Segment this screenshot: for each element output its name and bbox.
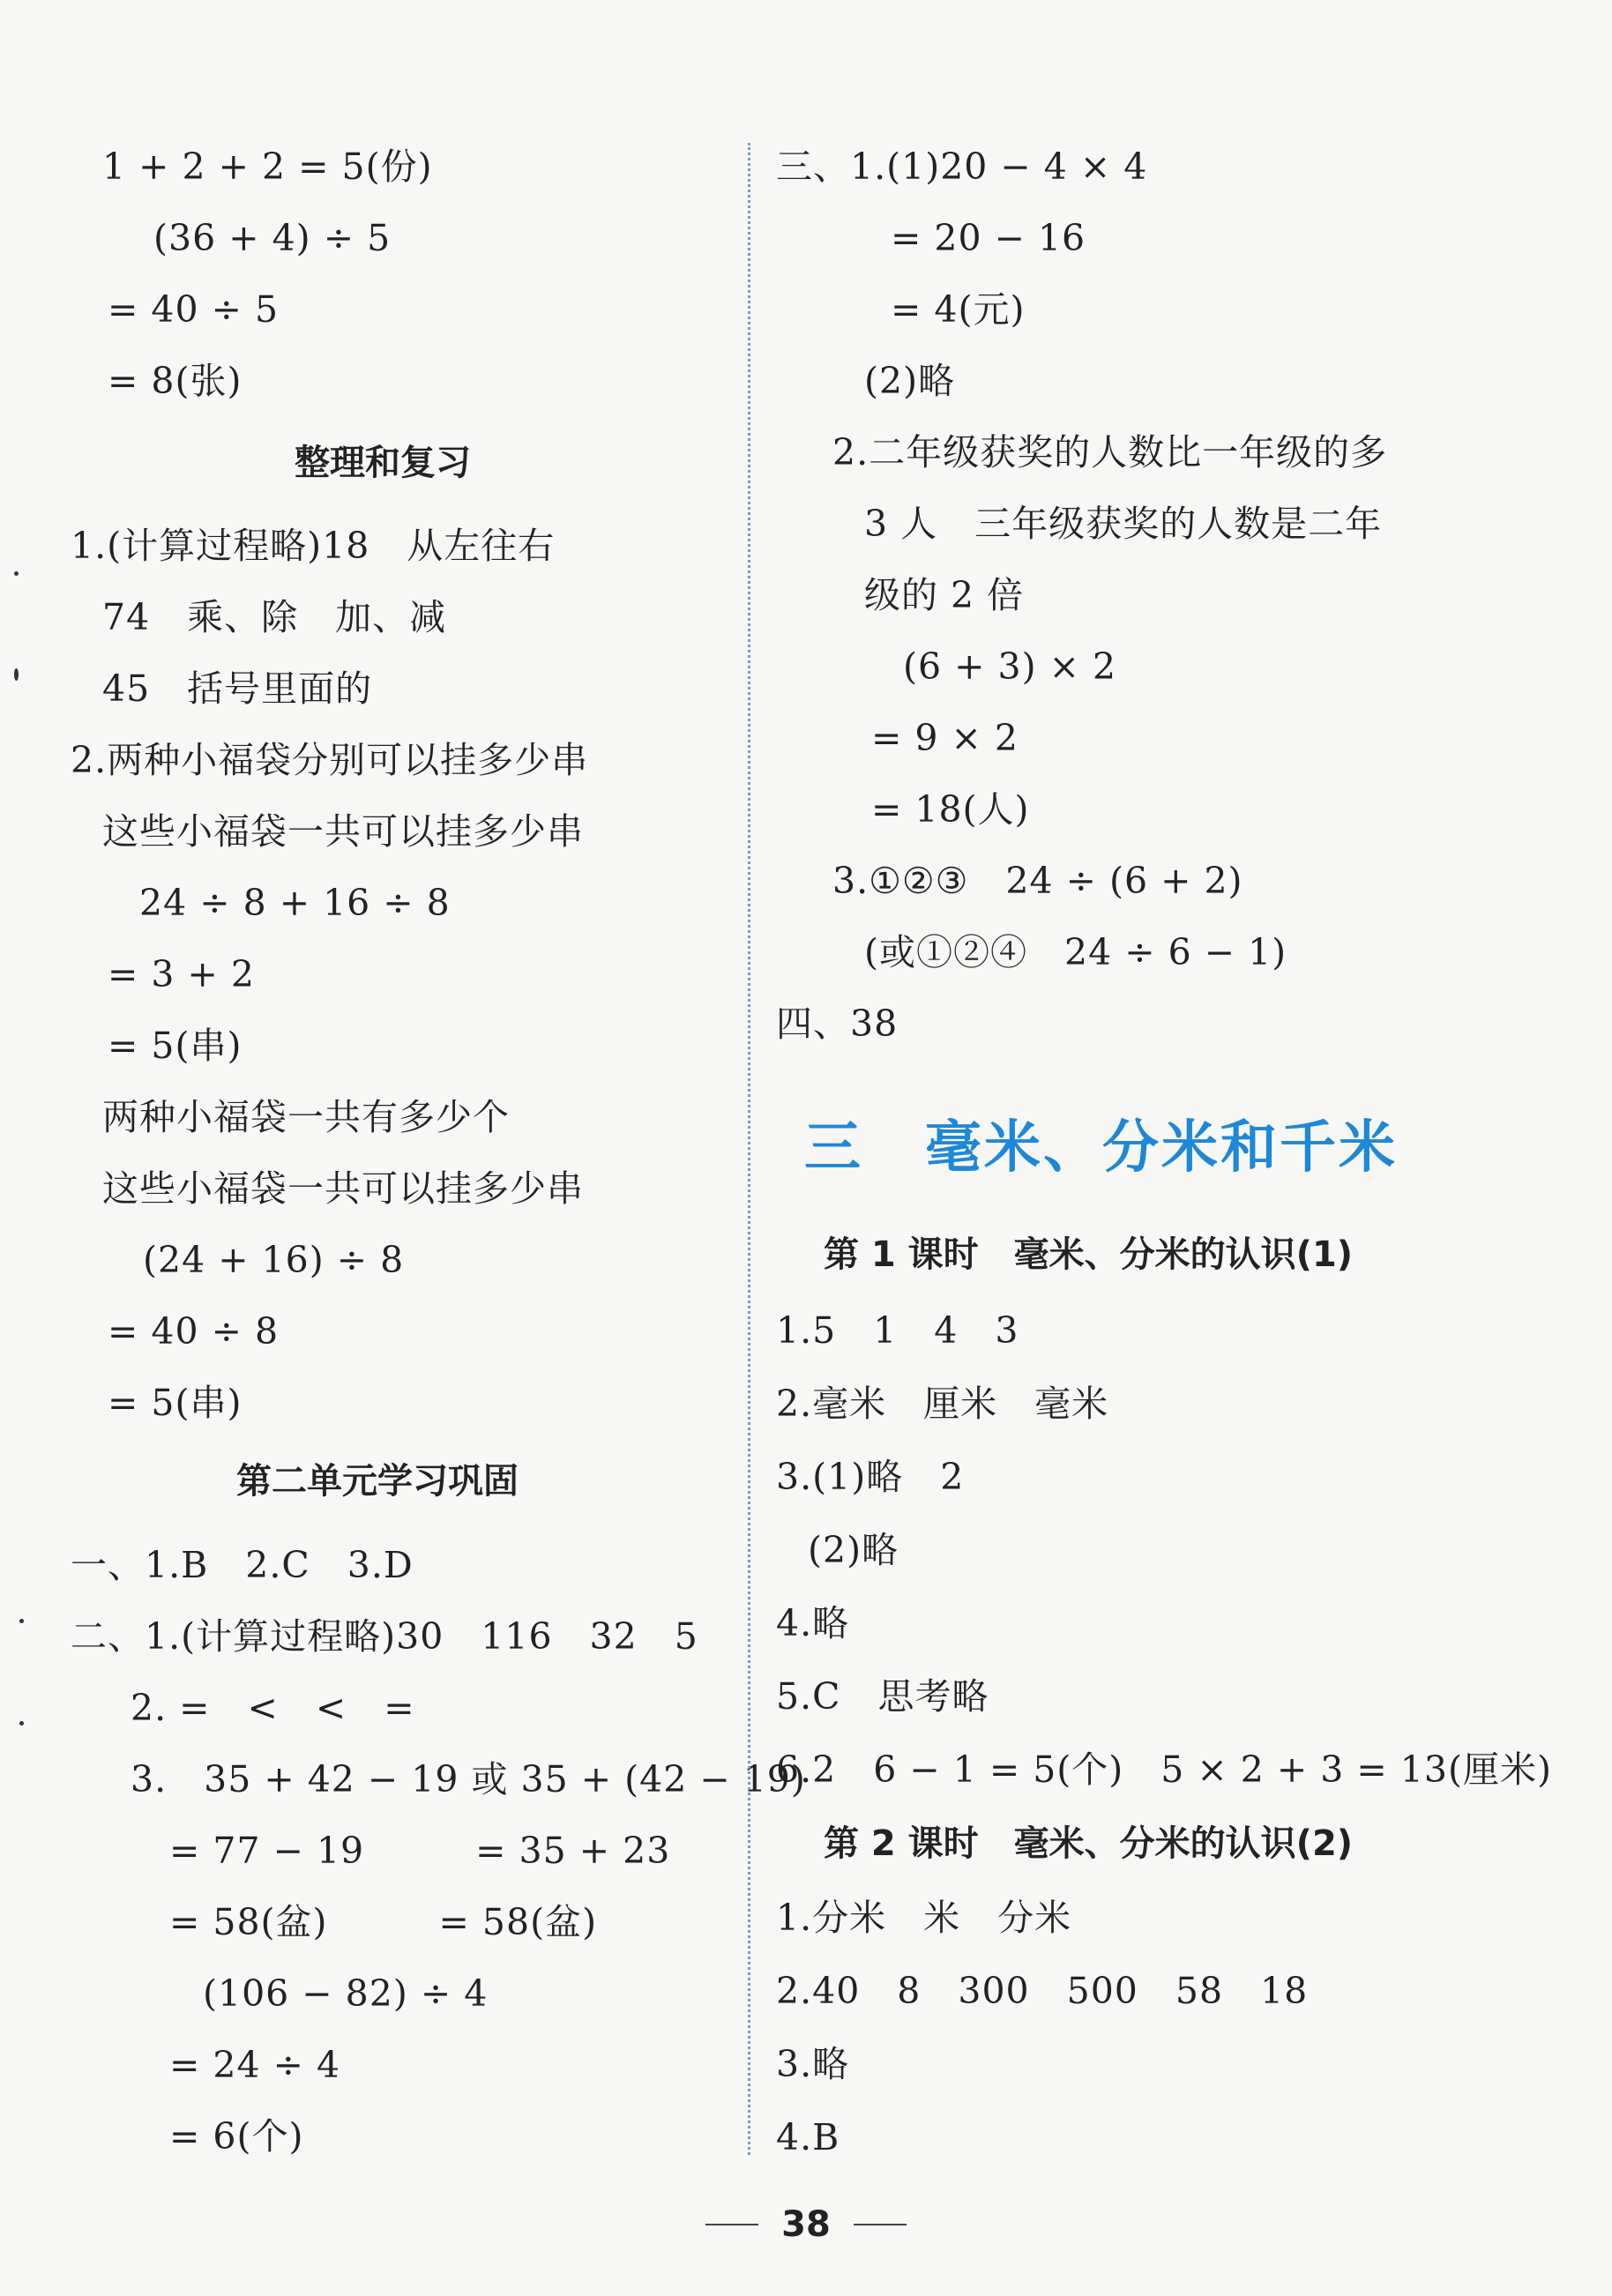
scan-mark [19, 1721, 24, 1726]
text-line: 2.两种小福袋分别可以挂多少串 [71, 739, 589, 781]
text-line: = 58(盆) = 58(盆) [169, 1901, 598, 1943]
text-line: = 40 ÷ 5 [108, 288, 280, 331]
page-number: 38 [781, 2204, 831, 2245]
chapter-number: 三 [804, 1115, 863, 1181]
text-line: = 9 × 2 [871, 717, 1019, 759]
text-line: 4.B [776, 2116, 840, 2158]
text-line: 24 ÷ 8 + 16 ÷ 8 [139, 882, 451, 924]
text-line: 3.略 [776, 2043, 850, 2085]
text-line: = 6(个) [169, 2115, 304, 2158]
text-line: 6.2 6 − 1 = 5(个) 5 × 2 + 3 = 13(厘米) [776, 1748, 1552, 1791]
text-line: (2)略 [808, 1529, 899, 1571]
text-line: (24 + 16) ÷ 8 [143, 1239, 405, 1281]
scan-mark [14, 571, 19, 576]
footer-dash [705, 2224, 758, 2225]
text-line: 3. 35 + 42 − 19 或 35 + (42 − 19) [131, 1758, 806, 1800]
text-line: 一、1.B 2.C 3.D [71, 1544, 414, 1586]
text-line: (或①②④ 24 ÷ 6 − 1) [864, 931, 1287, 973]
text-line: = 3 + 2 [108, 953, 255, 995]
text-line: 5.C 思考略 [776, 1675, 989, 1718]
lesson-heading: 第 1 课时 毫米、分米的认识(1) [824, 1234, 1354, 1275]
text-line: 4.略 [776, 1602, 850, 1644]
text-line: = 77 − 19 = 35 + 23 [169, 1830, 671, 1872]
footer-dash [854, 2224, 907, 2225]
text-line: = 4(元) [891, 288, 1026, 331]
text-line: 四、38 [776, 1003, 899, 1045]
text-line: 3.①②③ 24 ÷ (6 + 2) [832, 860, 1243, 902]
section-heading: 整理和复习 [295, 443, 471, 483]
text-line: 二、1.(计算过程略)30 116 32 5 [71, 1615, 698, 1658]
text-line: 1 + 2 + 2 = 5(份) [102, 145, 433, 188]
text-line: 2. = < < = [131, 1687, 415, 1729]
text-line: = 5(串) [108, 1382, 243, 1424]
chapter-name: 毫米、分米和千米 [925, 1115, 1398, 1181]
text-line: = 18(人) [871, 788, 1030, 831]
text-line: 1.(计算过程略)18 从左往右 [71, 525, 556, 567]
section-heading: 第二单元学习巩固 [236, 1461, 519, 1502]
text-line: 2.毫米 厘米 毫米 [776, 1383, 1109, 1425]
column-divider [748, 143, 750, 2155]
text-line: 这些小福袋一共可以挂多少串 [102, 1167, 584, 1210]
text-line: 两种小福袋一共有多少个 [102, 1096, 510, 1138]
text-line: (106 − 82) ÷ 4 [203, 1972, 489, 2015]
text-line: 1.分米 米 分米 [776, 1897, 1072, 1939]
scan-mark [19, 1619, 24, 1623]
lesson-heading: 第 2 课时 毫米、分米的认识(2) [824, 1823, 1354, 1864]
chapter-title [804, 1113, 1398, 1183]
text-line: 级的 2 倍 [864, 574, 1025, 616]
text-line: = 24 ÷ 4 [169, 2044, 341, 2086]
text-line: (2)略 [864, 360, 956, 402]
text-line: 三、1.(1)20 − 4 × 4 [776, 145, 1148, 188]
text-line: = 20 − 16 [891, 217, 1086, 259]
text-line: 3 人 三年级获奖的人数是二年 [864, 503, 1383, 545]
text-line: = 8(张) [108, 360, 243, 402]
text-line: 3.(1)略 2 [776, 1456, 965, 1498]
scan-mark [14, 668, 19, 681]
page-footer [0, 2203, 1612, 2247]
text-line: 1.5 1 4 3 [776, 1309, 1019, 1352]
text-line: 2.40 8 300 500 58 18 [776, 1970, 1309, 2012]
text-line: 这些小福袋一共可以挂多少串 [102, 810, 584, 853]
text-line: = 40 ÷ 8 [108, 1310, 280, 1353]
text-line: 74 乘、除 加、减 [102, 596, 447, 638]
text-line: 2.二年级获奖的人数比一年级的多 [832, 431, 1388, 473]
text-line: (36 + 4) ÷ 5 [153, 217, 392, 259]
text-line: = 5(串) [108, 1025, 243, 1067]
text-line: (6 + 3) × 2 [903, 645, 1117, 688]
text-line: 45 括号里面的 [102, 667, 373, 710]
